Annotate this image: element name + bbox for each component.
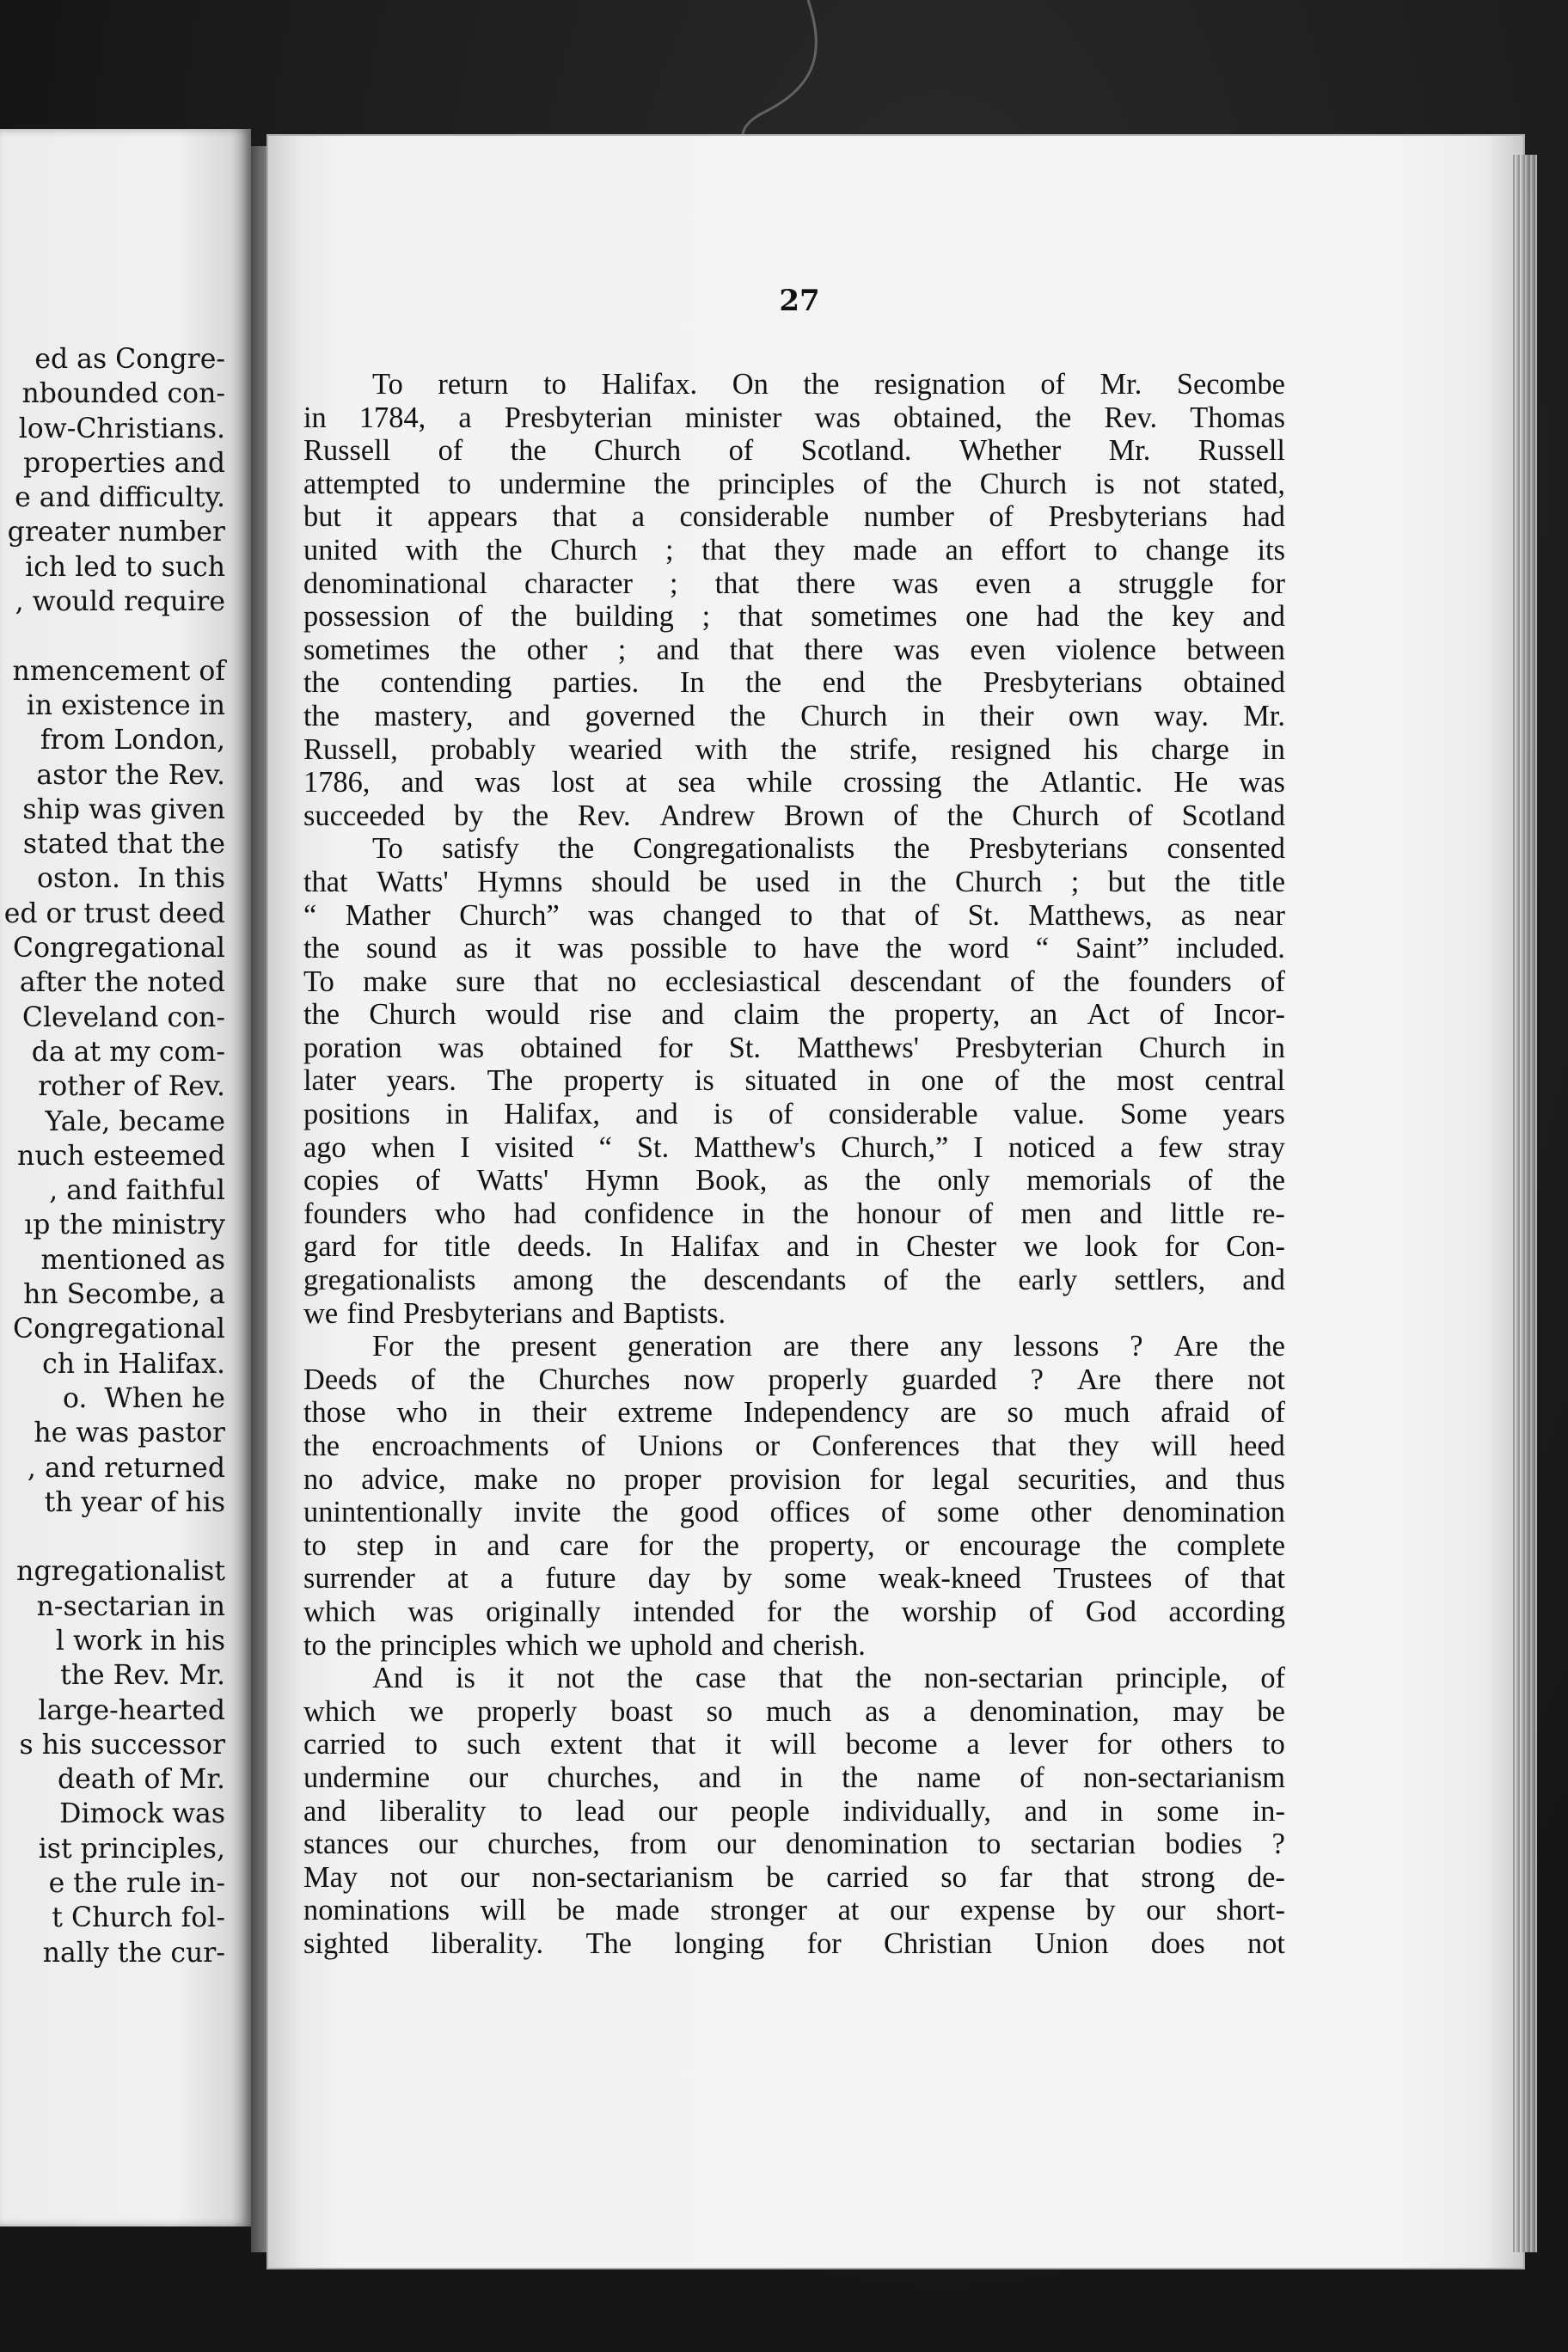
text-line: founders who had confidence in the honour of men and little re- (303, 1197, 1285, 1230)
text-line: possession of the building ; that sometimes one had the key and (303, 600, 1285, 634)
text-line: To make sure that no ecclesiastical descendant of the founders of (303, 965, 1285, 998)
text-line: ago when I visited “ St. Matthew's Church,” I noticed a few stray (303, 1130, 1285, 1164)
text-line: the sound as it was possible to have the word “ Saint” included. (303, 932, 1285, 965)
text-line: to the principles which we uphold and cherish. (303, 1628, 866, 1662)
page-number: 27 (779, 284, 820, 318)
left-page-line: t Church fol- (52, 1902, 225, 1934)
body-text (303, 368, 1285, 1961)
left-page-line: ch in Halifax. (42, 1348, 225, 1380)
left-page-line: nuch esteemed (17, 1140, 225, 1172)
left-page-line: ıp the ministry (24, 1210, 225, 1241)
left-page-line: o. When he (63, 1382, 225, 1414)
left-page-line: low-Christians. (18, 413, 225, 444)
text-line: And is it not the case that the non-sectarian principle, of (372, 1662, 1285, 1695)
left-page-line: astor the Rev. (36, 759, 225, 791)
left-page-line: death of Mr. (48, 1764, 225, 1796)
text-line: which we properly boast so much as a denomination, may be (303, 1694, 1285, 1728)
text-line: the mastery, and governed the Church in their own way. Mr. (303, 699, 1285, 732)
left-page (0, 129, 251, 2226)
left-page-line: oston. In this (36, 863, 225, 895)
left-page-line: stated that the (22, 829, 225, 861)
left-page-line: e and difficulty. (15, 482, 225, 514)
text-line: sometimes the other ; and that there was even violence between (303, 633, 1285, 666)
left-page-line: in existence in (17, 689, 225, 721)
text-line: positions in Halifax, and is of considerable value. Some years (303, 1098, 1285, 1131)
text-line: “ Mather Church” was changed to that of St. Matthews, as near (303, 898, 1285, 932)
text-line: denominational character ; that there was even a struggle for (303, 567, 1285, 600)
text-line: Russell of the Church of Scotland. Whether Mr. Russell (303, 434, 1285, 468)
left-page-line: , and returned (27, 1452, 225, 1484)
left-page-line: da at my com- (31, 1036, 225, 1068)
left-page-line: after the noted (19, 967, 225, 999)
text-line: and liberality to lead our people individually, and in some in- (303, 1794, 1285, 1828)
left-page-line: he was pastor (25, 1418, 225, 1449)
text-line: unintentionally invite the good offices of some other denomination (303, 1496, 1285, 1529)
left-page-line: , would require (15, 586, 225, 618)
left-page-line: greater number (7, 517, 225, 548)
left-page-line: properties and (23, 447, 225, 479)
left-page-line: ich led to such (25, 551, 225, 583)
left-page-line: ngregationalist (16, 1556, 225, 1588)
left-page-line: Dimock was (51, 1798, 225, 1830)
text-line: To return to Halifax. On the resignation of Mr. Secombe (372, 368, 1285, 401)
text-line: succeeded by the Rev. Andrew Brown of the Church of Scotland (303, 799, 1285, 832)
left-page-line: l work in his (55, 1625, 225, 1657)
text-line: later years. The property is situated in one of the most central (303, 1064, 1285, 1098)
text-line: Deeds of the Churches now properly guarded ? Are there not (303, 1363, 1285, 1396)
left-page-line: rother of Rev. (38, 1071, 225, 1103)
left-page-line: th year of his (44, 1486, 225, 1518)
left-page-line: ed as Congre- (34, 344, 225, 375)
text-line: we find Presbyterians and Baptists. (303, 1296, 726, 1330)
left-page-line: n-sectarian in (36, 1590, 225, 1622)
text-line: that Watts' Hymns should be used in the Church ; but the title (303, 865, 1285, 898)
text-line: poration was obtained for St. Matthews' Presbyterian Church in (303, 1031, 1285, 1064)
text-line: copies of Watts' Hymn Book, as the only memorials of the (303, 1164, 1285, 1197)
text-line: but it appears that a considerable number of Presbyterians had (303, 500, 1285, 534)
text-line: May not our non-sectarianism be carried so far that strong de- (303, 1860, 1285, 1894)
text-line: stances our churches, from our denomination to sectarian bodies ? (303, 1828, 1285, 1861)
text-line: For the present generation are there any lessons ? Are the (372, 1330, 1285, 1363)
text-line: to step in and care for the property, or encourage the complete (303, 1528, 1285, 1562)
text-line: Russell, probably wearied with the strife, resigned his charge in (303, 732, 1285, 766)
left-page-line: Yale, became (36, 1106, 225, 1137)
text-line: undermine our churches, and in the name of non-sectarianism (303, 1761, 1285, 1794)
left-page-line: Congregational (12, 933, 225, 965)
left-page-line: large-hearted (29, 1694, 225, 1726)
left-page-line: , and faithful (49, 1175, 225, 1207)
text-line: in 1784, a Presbyterian minister was obtained, the Rev. Thomas (303, 401, 1285, 434)
left-page-line: hn Secombe, a (23, 1279, 225, 1311)
text-line: which was originally intended for the worship of God according (303, 1595, 1285, 1628)
left-page-line: nally the cur- (42, 1937, 225, 1969)
left-page-line: Cleveland con- (21, 1001, 225, 1033)
text-line: 1786, and was lost at sea while crossing the Atlantic. He was (303, 766, 1285, 799)
text-line: gard for title deeds. In Halifax and in Chester we look for Con- (303, 1230, 1285, 1264)
text-line: those who in their extreme Independency are so much afraid of (303, 1396, 1285, 1430)
left-page-line: e the rule in- (48, 1868, 225, 1900)
text-line: surrender at a future day by some weak-kneed Trustees of that (303, 1562, 1285, 1596)
page-edges (1513, 155, 1537, 2252)
left-page-line (0, 1520, 225, 1554)
left-page-line: Congregational (12, 1314, 225, 1345)
text-line: gregationalists among the descendants of the early settlers, and (303, 1264, 1285, 1297)
text-line: united with the Church ; that they made an effort to change its (303, 533, 1285, 567)
left-page-line: from London, (31, 725, 225, 756)
text-line: sighted liberality. The longing for Christian Union does not (303, 1926, 1285, 1960)
left-page-line: ship was given (22, 793, 225, 825)
left-page-line: nmencement of (12, 655, 225, 687)
text-line: the Church would rise and claim the property, an Act of Incor- (303, 998, 1285, 1032)
text-line: carried to such extent that it will become a lever for others to (303, 1728, 1285, 1761)
text-line: the encroachments of Unions or Conferences that they will heed (303, 1430, 1285, 1462)
left-page-line: ist principles, (38, 1833, 225, 1865)
left-page-line: the Rev. Mr. (60, 1660, 225, 1692)
left-page-line: ed or trust deed (3, 897, 225, 929)
text-line: attempted to undermine the principles of the Church is not stated, (303, 467, 1285, 500)
text-line: no advice, make no proper provision for legal securities, and thus (303, 1462, 1285, 1496)
left-page-line: nbounded con- (21, 378, 225, 410)
left-page-line: s his successor (19, 1729, 225, 1761)
text-line: nominations will be made stronger at our expense by our short- (303, 1894, 1285, 1927)
text-line: To satisfy the Congregationalists the Presbyterians consented (372, 832, 1285, 866)
left-page-line: mentioned as (32, 1244, 225, 1276)
left-page-text (0, 342, 225, 1970)
left-page-line (0, 619, 225, 653)
text-line: the contending parties. In the end the Presbyterians obtained (303, 666, 1285, 700)
